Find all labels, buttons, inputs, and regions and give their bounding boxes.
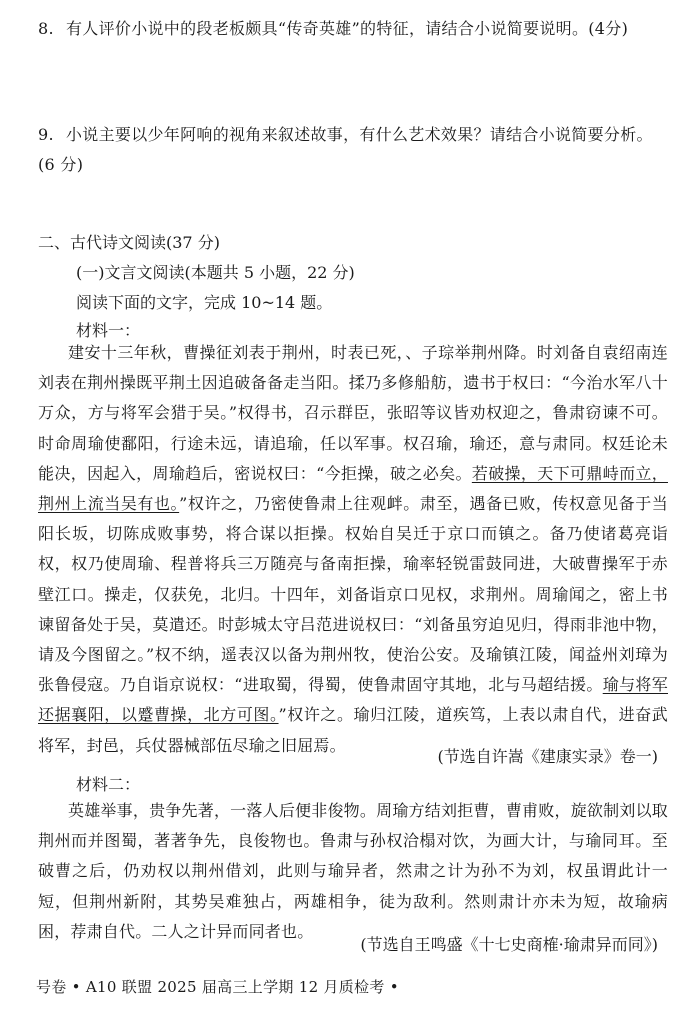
material-1-label: 材料一： bbox=[76, 321, 141, 340]
passage-text: 建安十三年秋，曹操征刘表于荆州，时表已死，、子琮举荆州降。时刘备自袁绍南连刘表在荆州操既平荆土因追破备备走当阳。揉乃多修船舫，遗书于权曰：“今治水军八十万众，方与将军会猎于吴。”权得书，召示群臣，张昭等议皆劝权迎之，鲁肃窃谏不可。时命周瑜使鄱阳，行途未远，请追瑜，任以军事。权召瑜，瑜还，意与肃同。权廷论未能决，因起入，周瑜趋后，密说权曰：“今拒操，破之必矣。 bbox=[38, 343, 668, 483]
question-number: 8. bbox=[38, 19, 54, 38]
question-9 bbox=[38, 120, 668, 180]
passage-text: ”权许之。瑜归江陵，道疾笃，上表以肃自代，进奋武将军，封邑，兵仗器械部伍尽瑜之旧屈焉。 bbox=[38, 705, 668, 755]
material-2-source: (节选自王鸣盛《十七史商榷·瑜肃异而同》) bbox=[360, 935, 658, 954]
passage-text: ”权许之，乃密使鲁肃上往观衅。肃至，遇备已败，传权意见备于当阳长坂，切陈成败事势，将合谋以拒操。权始自吴迁于京口而镇之。备乃使诸葛亮诣权，权乃使周瑜、程普将兵三万随亮与备南拒操，瑜率轻锐雷鼓同进，大破曹操军于赤壁江口。操走，仅获免，北归。十四年，刘备诣京口见权，求荆州。周瑜闻之，密上书谏留备处于吴，莫遣还。时彭城太守吕范进说权曰：“刘备虽穷迫见归，得雨非池中物，请及今图留之。”权不纳，遥表汉以备为荆州牧，使治公安。及瑜镇江陵，闻益州刘璋为张鲁侵寇。乃自诣京说权：“进取蜀，得蜀，使鲁肃固守其地，北与马超结援。 bbox=[38, 494, 668, 695]
question-text: 有人评价小说中的段老板颇具“传奇英雄”的特征，请结合小说简要说明。(4分) bbox=[66, 19, 629, 38]
question-8 bbox=[38, 14, 668, 44]
question-text: 小说主要以少年阿响的视角来叙述故事，有什么艺术效果？请结合小说简要分析。(6 分) bbox=[38, 125, 653, 174]
question-number: 9. bbox=[38, 125, 54, 144]
instruction-text: 阅读下面的文字，完成 10~14 题。 bbox=[76, 293, 333, 312]
sub-section-title: (一)文言文阅读(本题共 5 小题，22 分) bbox=[76, 263, 355, 282]
underlined-sentence-2: 瑜与将军还据襄阳，以蹙曹操，北方可图。 bbox=[38, 675, 668, 725]
section-title: 二、古代诗文阅读(37 分) bbox=[38, 233, 220, 252]
material-1-source: (节选自许嵩《建康实录》卷一) bbox=[437, 747, 658, 766]
page-footer: 号卷 • A10 联盟 2025 届高三上学期 12 月质检考 • bbox=[36, 978, 399, 996]
material-1-passage bbox=[38, 338, 668, 761]
material-2-label: 材料二： bbox=[76, 775, 141, 794]
underlined-sentence-1: 若破操，天下可鼎峙而立，荆州上流当吴有也。 bbox=[38, 463, 668, 514]
material-2-passage: 英雄举事，贵争先著，一落人后便非俊物。周瑜方结刘拒曹，曹甫败，旋欲制刘以取荆州而并图蜀，著著争先，良俊物也。鲁肃与孙权洽榻对饮，为画大计，与瑜同耳。至破曹之后，仍劝权以荆州借刘，此则与瑜异者，然肃之计为孙不为刘，权虽谓此计一短，但荆州新附，其势吴难独占，两雄相争，徒为敌利。然则肃计亦未为短，故瑜病困，荐肃自代。二人之计异而同者也。 bbox=[38, 801, 668, 941]
